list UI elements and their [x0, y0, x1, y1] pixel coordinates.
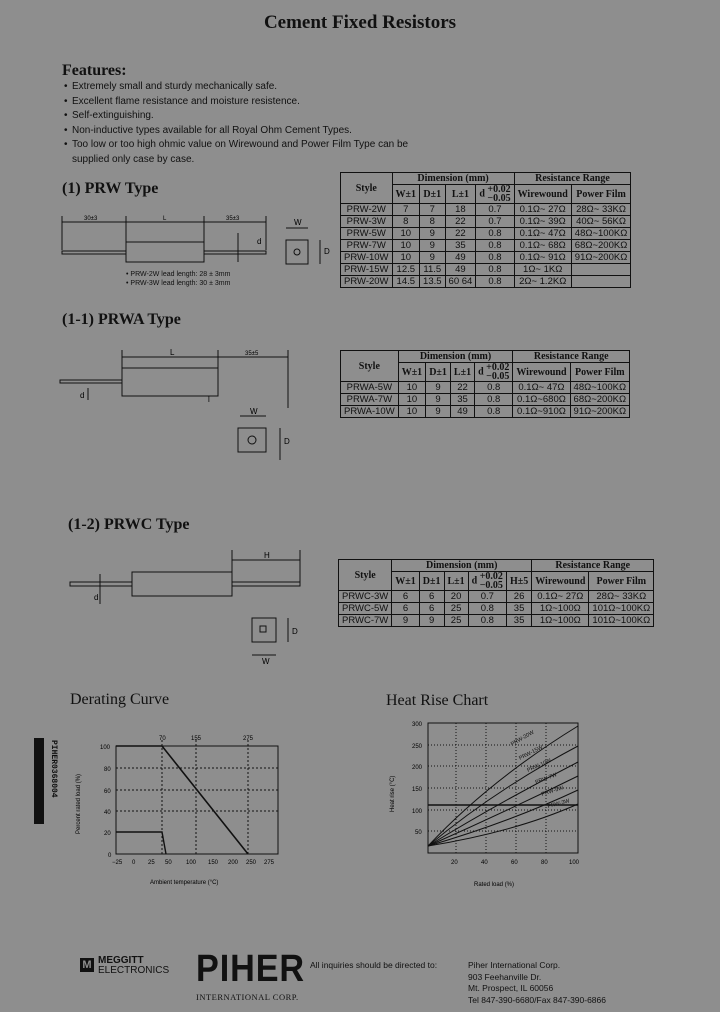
col-style: Style	[339, 560, 392, 591]
prwa-dim-D: D	[284, 437, 290, 446]
col-w: W±1	[398, 363, 426, 382]
col-d: d +0.02 −0.05	[475, 363, 513, 382]
heat-curve-5	[428, 790, 578, 846]
table-row: PRWA-10W 10 9 49 0.8 0.1Ω~910Ω 91Ω~200KΩ	[341, 406, 630, 418]
heat-xlabel: Rated load (%)	[474, 882, 515, 888]
derating-ylabel: Percent rated load (%)	[76, 773, 82, 834]
derating-top-tick: 70	[159, 736, 166, 742]
derating-y-tick: 20	[104, 831, 111, 837]
prw-dim-left: 30±3	[84, 216, 98, 222]
heat-y-tick: 300	[412, 722, 423, 728]
derating-y-tick: 40	[104, 810, 111, 816]
prwc-heading: (1-2) PRWC Type	[68, 516, 190, 533]
col-wire: Wirewound	[514, 185, 571, 204]
table-row: PRW-20W 14.5 13.5 60 64 0.8 2Ω~ 1.2KΩ	[341, 276, 631, 288]
col-d1: D±1	[419, 572, 444, 591]
prw-note: • PRW-2W lead length: 28 ± 3mm	[126, 271, 231, 278]
side-code: PIHER0368004	[49, 740, 58, 798]
table-row: PRWA-7W 10 9 35 0.8 0.1Ω~680Ω 68Ω~200KΩ	[341, 394, 630, 406]
derating-heading: Derating Curve	[70, 691, 170, 708]
address-line: 903 Feehanville Dr.	[468, 971, 542, 982]
col-pf: Power Film	[571, 185, 631, 204]
heat-curve-label: PRW-20W	[510, 729, 536, 748]
prwa-dim-d: d	[80, 391, 85, 400]
table-row: PRWA-5W 10 9 22 0.8 0.1Ω~ 47Ω 48Ω~100KΩ	[341, 382, 630, 394]
prw-dim-right: 35±3	[226, 216, 240, 222]
page-title: Cement Fixed Resistors	[263, 12, 457, 33]
feature-item: • Self-extinguishing.	[64, 109, 408, 124]
table-row: PRWC-5W 6 6 25 0.8 35 1Ω~100Ω 101Ω~100KΩ	[339, 603, 654, 615]
heat-y-tick: 150	[412, 787, 423, 793]
prwc-dim-w: W	[262, 657, 270, 666]
address-block	[468, 960, 606, 1006]
feature-item: • Excellent flame resistance and moisture resistence.	[64, 95, 408, 110]
table-row: PRWC-7W 9 9 25 0.8 35 1Ω~100Ω 101Ω~100KΩ	[339, 615, 654, 627]
col-resistance: Resistance Range	[513, 351, 630, 363]
derating-x-tick: 100	[186, 860, 197, 866]
col-resistance: Resistance Range	[514, 173, 631, 185]
derating-y-tick: 80	[104, 767, 111, 773]
prwa-heading: (1-1) PRWA Type	[62, 311, 181, 328]
derating-x-tick: 150	[208, 860, 219, 866]
prw-dim-d: d	[257, 237, 262, 246]
table-row: PRW-15W 12.5 11.5 49 0.8 1Ω~ 1KΩ	[341, 264, 631, 276]
inquiry-text: All inquiries should be directed to:	[310, 960, 438, 970]
col-l: L±1	[445, 185, 476, 204]
prw-note: • PRW-3W lead length: 30 ± 3mm	[126, 280, 231, 287]
prw-dim-w: W	[294, 218, 302, 227]
table-row: PRW-2W 7 7 18 0.7 0.1Ω~ 27Ω 28Ω~ 33KΩ	[341, 204, 631, 216]
meggitt-logo	[98, 956, 169, 976]
col-l: L±1	[450, 363, 474, 382]
table-row: PRW-10W 10 9 49 0.8 0.1Ω~ 91Ω 91Ω~200KΩ	[341, 252, 631, 264]
meggitt-name: MEGGITT	[98, 955, 144, 966]
prw-dim-D: D	[324, 247, 330, 256]
table-row: PRW-7W 10 9 35 0.8 0.1Ω~ 68Ω 68Ω~200KΩ	[341, 240, 631, 252]
col-resistance: Resistance Range	[532, 560, 654, 572]
address-line: Mt. Prospect, IL 60056	[468, 983, 554, 993]
heat-y-tick: 50	[415, 830, 422, 836]
table-row: PRWC-3W 6 6 20 0.7 26 0.1Ω~ 27Ω 28Ω~ 33KΩ	[339, 591, 654, 603]
address-line: Tel 847-390-6680/Fax 847-390-6866	[468, 994, 606, 1005]
heat-ylabel: Heat rise (°C)	[390, 775, 396, 812]
col-d1: D±1	[426, 363, 451, 382]
derating-xlabel: Ambient temperature (°C)	[150, 880, 219, 886]
derating-x-tick: 200	[228, 860, 239, 866]
meggitt-logo-icon: M	[80, 958, 94, 972]
prwc-dim-H: H	[264, 551, 270, 560]
features-heading: Features:	[62, 62, 127, 79]
heat-x-tick: 20	[451, 860, 458, 866]
derating-x-tick: 275	[264, 860, 275, 866]
derating-x-tick: 25	[148, 860, 155, 866]
derating-y-tick: 60	[104, 789, 111, 795]
heat-x-tick: 40	[481, 860, 488, 866]
col-h: H±5	[506, 572, 531, 591]
heat-y-tick: 250	[412, 744, 423, 750]
derating-y-tick: 0	[108, 853, 112, 859]
col-wire: Wirewound	[513, 363, 570, 382]
heat-x-tick: 80	[541, 860, 548, 866]
col-d: d +0.02 −0.05	[476, 185, 514, 204]
col-dimension: Dimension (mm)	[392, 173, 514, 185]
col-pf: Power Film	[589, 572, 654, 591]
heat-curve-label: PRW-5W	[540, 785, 565, 798]
derating-x-tick: 0	[132, 860, 136, 866]
col-style: Style	[341, 351, 399, 382]
col-l: L±1	[444, 572, 468, 591]
table-row: PRW-5W 10 9 22 0.8 0.1Ω~ 47Ω 48Ω~100KΩ	[341, 228, 631, 240]
prwa-dim-L: L	[170, 348, 175, 357]
derating-x-tick: −25	[112, 860, 123, 866]
heat-curve-label: PRW-15W	[518, 744, 544, 762]
prwc-dim-D: D	[292, 627, 298, 636]
prw-heading: (1) PRW Type	[62, 180, 159, 197]
derating-x-tick: 250	[246, 860, 257, 866]
col-dimension: Dimension (mm)	[398, 351, 513, 363]
heat-y-tick: 100	[412, 809, 423, 815]
heat-heading: Heat Rise Chart	[386, 692, 489, 709]
heat-curve-label: PRW-7W	[534, 772, 558, 786]
prwa-dim-lead: 35±5	[245, 351, 259, 357]
feature-item: supplied only case by case.	[72, 153, 195, 165]
prwa-dim-l: l	[208, 395, 210, 404]
prwa-dim-w: W	[250, 407, 258, 416]
col-d1: D±1	[420, 185, 446, 204]
col-wire: Wirewound	[532, 572, 589, 591]
derating-y-tick: 100	[100, 745, 111, 751]
derating-x-tick: 50	[165, 860, 172, 866]
heat-curve-label: PRW-10W	[526, 757, 553, 774]
derating-top-tick: 155	[191, 736, 202, 742]
table-row: PRW-3W 8 8 22 0.7 0.1Ω~ 39Ω 40Ω~ 56KΩ	[341, 216, 631, 228]
heat-x-tick: 100	[569, 860, 580, 866]
prw-dim-body: L	[163, 216, 167, 222]
col-w: W±1	[392, 185, 420, 204]
derating-top-tick: 275	[243, 736, 254, 742]
piher-logo: PIHER	[196, 948, 306, 990]
col-style: Style	[341, 173, 393, 204]
col-d: d +0.02 −0.05	[468, 572, 506, 591]
col-w: W±1	[392, 572, 420, 591]
col-pf: Power Film	[570, 363, 630, 382]
heat-x-tick: 60	[511, 860, 518, 866]
feature-item: • Too low or too high ohmic value on Wirewound and Power Film Type can be	[64, 138, 408, 153]
feature-item: • Non-inductive types available for all Royal Ohm Cement Types.	[64, 124, 408, 139]
prwc-dim-d: d	[94, 593, 99, 602]
piher-sub: INTERNATIONAL CORP.	[196, 992, 299, 1002]
address-line: Piher International Corp.	[468, 960, 561, 970]
meggitt-sub: ELECTRONICS	[98, 965, 170, 976]
heat-y-tick: 200	[412, 765, 423, 771]
heat-curve-label: PRW-3W	[546, 798, 571, 810]
col-dimension: Dimension (mm)	[392, 560, 532, 572]
feature-item: • Extremely small and sturdy mechanically safe.	[64, 80, 408, 95]
